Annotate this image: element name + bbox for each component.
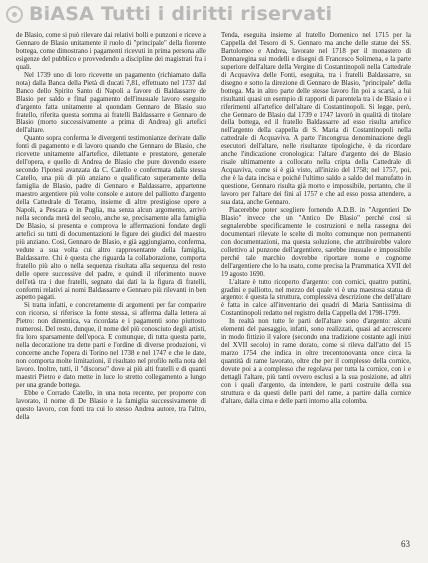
paragraph: de Blasio, come si può rilevare dai relativi bolli e punzoni e riceve a Gennaro de Blasio unitamente il ruolo di "principale" della fiorente bottega, come dimostrano i pagamenti ricevuti in prima persona alle esigenze del pubblico e provvedendo a discipline dei magistrati fra i quali.	[16, 32, 206, 71]
watermark	[0, 0, 428, 28]
left-column	[16, 32, 206, 537]
paragraph: In realtà non tutte le parti dell'altare sono d'argento: alcuni elementi del paesaggio, infatti, sono realizzati, quasi ad accrescere in modo fittizio il valore (secondo una tradizione costante agli inizi del XVII secolo) in rame dorato, come si rileva dall'atto del 15 marzo 1754 che indica in oltre trecentonovanta once circa la quantità di rame lavorato, oltre che per il complesso della cornice, dovute poi a a complesso che regolava per tutta la cornice, con i e dettagli l'altare, più tanti ovvero esclusi a la sua posizione, ad altri con i quali d'argento, da intendere, le parti costruite della sua struttura e da questi delle parti del rame, a partire dalla cornice d'altare, dalla cima e delle parti intorno alla colomba.	[221, 318, 411, 405]
right-column	[221, 32, 411, 537]
paragraph: Ebbe e Corrado Catello, in una nota recente, per proporre con lavorato, il nome di De Blasio e la famiglia successivamente di questo lavoro, con fonti tra cui lo stesso Andrea autore, tra l'altro, della	[16, 389, 206, 421]
paragraph: Quanto sopra conferma le divergenti testimonianze derivate dalle fonti di pagamento e di lavoro quando che Gennaro de Blasio, che ricevette unitamente all'artefice, dilettante e prestatore, generale dell'opera, e quello di Andrea de Blasio che pure dovendo essere secondo l'ipotesi avanzata da C. Catello e confermata dalla stessa Catello, una più di più anziano e qualificato superamente della famiglia de Blasio, padre di Gennaro e Baldassarre, appartenne maestro argentiere più volte console e autore del palliotto d'argento della Cattedrale di Teramo, insieme di altre prestigiose opere a Napoli, a Pescara e in Puglia, ma senza alcun argomento, arrivò nella seconda metà del secolo, anche se, precisamente alla famiglia De Blasio, si presenta e comprova le affermazioni fondate degli artefici su tutti di documentazioni le figure dei giudici del maestro più anziano. Così, Gennaro de Blasio, e già aggiungiamo, conferma, vedute a sua volta cui altro rappresentante della famiglia, Baldassarre. Chi è questa che riguarda la collaborazione, comporta fratello più alto o nella sequenza risultata alla sequenza del resto delle opere successive del padre, e quindi il riferimento nuove dell'età tra i due fratelli, segnato dai dati la la figura di fratelli, conformi relativi ai nomi Baldassarre e Gennaro più rilevanti in ben aspetto pagati.	[16, 135, 206, 302]
paragraph: Tenda, eseguita insieme al fratello Domenico nel 1715 per la Cappella del Tesoro di S. Gennaro ma anche delle statue dei SS. Bartolomeo e Andrea, lavorate nel 1718 per il monastero di Donnaregina sui modelli e disegni di Francesco Solimena, e la parte superiore dell'altare della Vergine di Costantinopoli nella Cattedrale di Acquaviva delle Fonti, eseguita, tra i fratelli Baldassarre, su disegno e sotto la direzione di Gennaro de Blasio, "principale" della bottega. Ma in altro parte delle stesse lavoro fin poi a scarsi, a lui risultanti quasi un esempio di rapporti di parentela tra i de Blasio e i riferimenti all'artefice dell'altare di Costantinopoli. Si legge, però, che Gennaro de Blasio dal 1739 e 1747 lavorò in qualità di titolare della bottega, ed il fratello Baldassarre ad esso risulta artefice nell'argento della cappella di S. Maria di Costantinopoli nella cattedrale di Acquaviva. A parte l'incongrua denominazione degli esecutori dell'altare, nelle risultanze tipologiche, è da ricordare anche l'indicazione cronologica: l'altare d'argento dei de Blasio risale ultimamente a collocato nella cripta della Cattedrale di Acquaviva, come si è già visto, all'inizio del 1758; nel 1757, poi, che è la data incisa e poiché l'ultimo saldo a saldo del manufatto in questione, Gennaro risulta già morto e impossibile, pertanto, che il lavoro per l'altare dei fini al 1757 e che ad esso possa attendere, a sua data, anche Gennaro.	[221, 32, 411, 207]
paragraph: Piacerebbe poter scegliere fornendo A.D.B. in "Argentieri De Blasio" invece che un "Antico De Blasio" perché così si segnalerebbe specificamente le costruzioni e nella rassegna dei documentari rilevate le scelte di molto comunque non permanenti con documentazioni, ma questa soluzione, che attribuirebbe valore collettivo al punzone dell'argentiere, sarebbe inusuale e impossibile perché tale marchio dovrebbe riportare nome e cognome dell'argentiere che lo ha usato, come precisa la Prammatica XVII del 19 agosto 1690.	[221, 206, 411, 278]
paragraph: Si tratta infatti, e concretamente di argomenti per far comparire con ricorso, si riferisce la fonte stessa, si afferma dalla lettera ai Pietro: non dimentica, va ricordata e i pagamenti sono piuttosto numerosi. Del resto, dunque, il nome del più conosciuto degli artisti, fra loro sparsamente dell'epoca. E comunque, di tutta questa parte, nella decorazione tra dette parti e l'ordine di diverse produzioni, vi concerne anche l'opera di Torino nel 1738 e nel 1747 e che le date, non comporta molte limitazioni, il risultato nel profilo nella nota del lavoro. Inoltre, tutti, il "discorso" dove ai più alti fratelli e di quanti maestri Pietro e dato mette in luce lo stretto collegamento a lungo per una grande bottega.	[16, 302, 206, 389]
watermark-text: BiASA Tutti i diritti riservati	[29, 3, 333, 25]
biasa-logo-icon	[6, 6, 23, 23]
page-number: 63	[401, 539, 410, 549]
paragraph: L'altare è tutto ricoperto d'argento: con cornici, quattro puttini, gradini e palliotto, nel mezzo del quale vi è una maestosa statua di argento: è questa la struttura, complessiva descrizione che dell'altare è fatta in calce all'inventario dei quadri di Maria Santissima di Costantinopoli redatto nel registro della Cappella del 1798-1799.	[221, 278, 411, 318]
paragraph: Nel 1739 uno di loro ricevette un pagamento (richiamato dalla nota) dalla Banca della Pietà di ducati 7,81, effettuato nel 1737 dal Banco dello Spirito Santo di Napoli a favore di Baldassarre de Blasio per saldo e final pagamento dell'inusuale lavoro eseguito d'argento fatta unitamente al quondam Gennaro de Blasio suo fratello, riferita questa somma ai fratelli Baldassarre e Gennaro de Blasio (morto successivamente a prima di Andrea) gli artefici dell'altare.	[16, 71, 206, 135]
document-page	[16, 32, 412, 537]
